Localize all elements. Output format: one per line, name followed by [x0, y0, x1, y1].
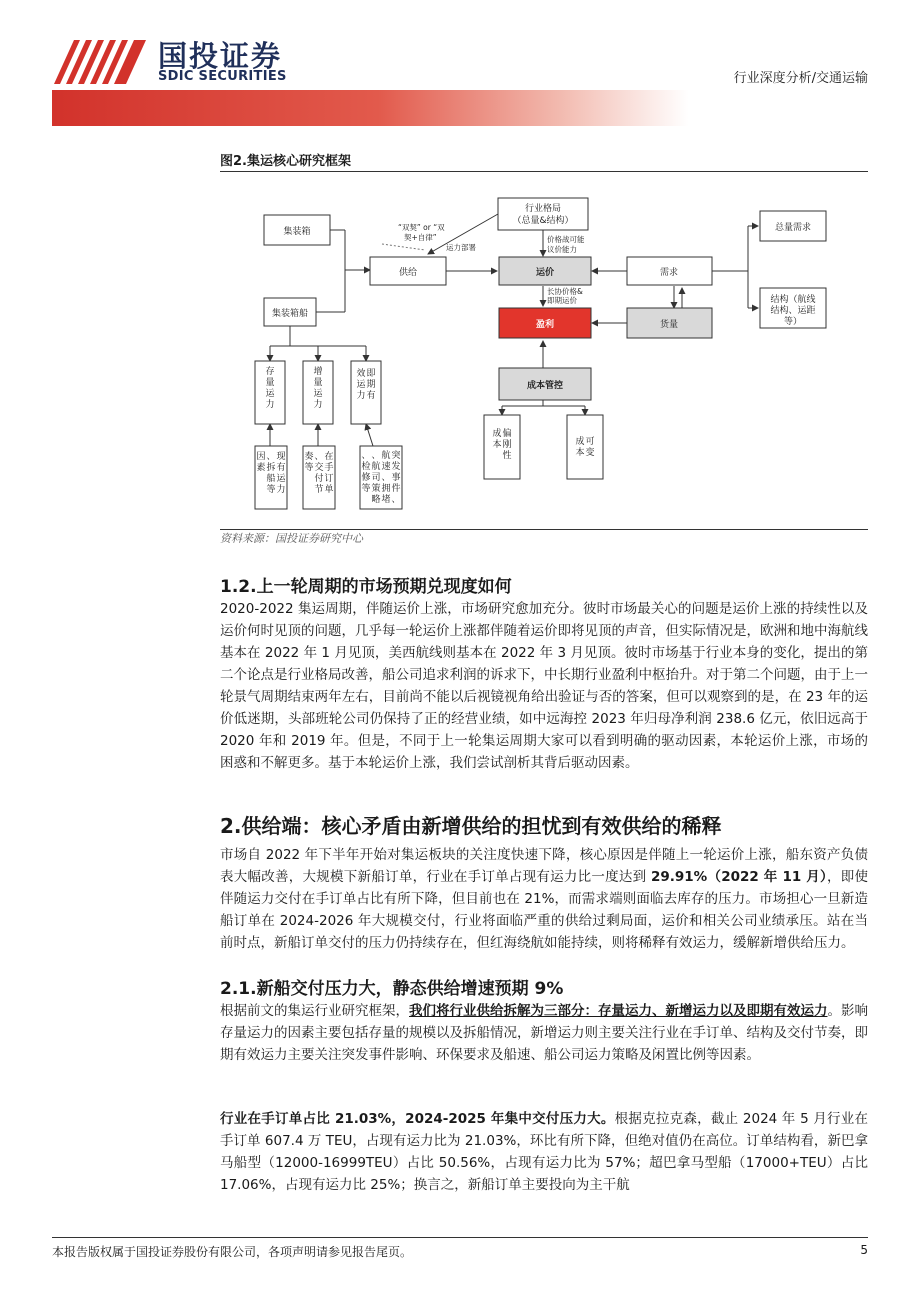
box-fixed-cost: 偏刚性成本 [492, 429, 512, 461]
figure-source: 资料来源：国投证券研究中心 [220, 532, 363, 545]
box-new-factors: 在手订单、交付节奏等 [304, 452, 334, 495]
box-freight: 运价 [535, 268, 555, 278]
section-2-heading: 2.供给端：核心矛盾由新增供给的担忧到有效供给的稀释 [220, 814, 722, 838]
brand-logo-mark [52, 30, 148, 92]
section-2-paragraph: 市场自 2022 年下半年开始对集运板块的关注度快速下降，核心原因是伴随上一轮运价上涨，船东资产负债表大幅改善，大规模下新船订单，行业在手订单占现有运力比一度达到 29.91%（2022 年 11 月），即使伴随运力交付在手订单占比有所下降，但目前也在 21%，而需求端则面临去库存的压力。市场担心一旦新造船订单在 2024-2026 年大规模交付，行业将面临严重的供给过剩局面，运价和相关公司业绩承压。站在当前时点，新船订单交付的压力仍持续存在，但红海绕航如能持续，则将稀释有效运力，缓解新增供给压力。 [220, 847, 868, 951]
box-new-capacity: 增量运力 [313, 367, 323, 410]
label-pricing-line2: 议价能力 [547, 245, 577, 254]
label-capacity-deploy: 运力部署 [446, 243, 476, 252]
box-container: 集装箱 [283, 227, 311, 237]
box-profit: 盈利 [535, 320, 555, 330]
box-demand: 需求 [659, 268, 679, 278]
report-type: 行业深度分析/交通运输 [733, 71, 868, 86]
section-2-1-paragraph-2: 行业在手订单占比 21.03%，2024-2025 年集中交付压力大。根据克拉克森，截止 2024 年 5 月行业在手订单 607.4 万 TEU，占现有运力比为 21.03%，环比有所下降，但绝对值仍在高位。订单结构看，新巴拿马船型（12000-16999TEU）占比 50.56%，占现有运力比为 57%；超巴拿马型船（17000+TEU）占比 17.06%，占现有运力比 25%；换言之，新船订单主要投向为主干航 [220, 1111, 868, 1193]
footer-rule [52, 1237, 868, 1238]
box-variable-cost: 可变成本 [575, 437, 595, 458]
page-number: 5 [860, 1243, 868, 1257]
header-band [52, 90, 868, 126]
company-name-cn: 国投证券 [158, 39, 283, 73]
section-1-2-paragraph: 2020-2022 集运周期，伴随运价上涨，市场研究愈加充分。彼时市场最关心的问题是运价上涨的持续性以及运价何时见顶的问题，几乎每一轮运价上涨都伴随着运价即将见顶的声音，但实际情况是，欧洲和地中海航线基本在 2022 年 1 月见顶，美西航线则基本在 2022 年 3 月见顶。彼时市场基于行业本身的变化，提出的第二个论点是行业格局改善，船公司追求利润的诉求下，中长期行业盈利中枢抬升。对于第二个问题，由于上一轮景气周期结束两年左右，目前尚不能以后视镜视角给出验证与否的答案，但可以观察到的是，在 23 年的运价低迷期，头部班轮公司仍保持了正的经营业绩，如中远海控 2023 年归母净利润 238.6 亿元，依旧远高于 2020 年和 2019 年。但是，不同于上一轮集运周期大家可以看到明确的驱动因素，本轮运价上涨，市场的困惑和不解更多。基于本轮运价上涨，我们尝试剖析其背后驱动因素。 [220, 601, 868, 771]
footer-disclaimer: 本报告版权属于国投证券股份有限公司，各项声明请参见报告尾页。 [52, 1245, 413, 1259]
label-longterm-line1: 长协价格& [547, 287, 583, 296]
box-supply: 供给 [398, 268, 418, 278]
box-structure-line1: 结构（航线 [770, 295, 816, 305]
label-pricing-line1: 价格战可能 [547, 235, 585, 244]
section-2-1-heading: 2.1.新船交付压力大，静态供给增速预期 9% [220, 979, 564, 999]
orderbook-lead: 行业在手订单占比 21.03%，2024-2025 年集中交付压力大。 [220, 1111, 615, 1127]
box-stock-capacity: 存量运力 [265, 367, 275, 410]
box-structure-line3: 等） [783, 317, 803, 327]
section-1-2-heading: 1.2.上一轮周期的市场预期兑现度如何 [220, 577, 512, 597]
box-total-demand: 总量需求 [774, 223, 812, 233]
box-structure-line2: 结构、运距 [770, 306, 816, 316]
order-ratio-highlight: 29.91%（2022 年 11 月） [650, 869, 827, 885]
box-stock-factors: 现有运力、拆船等因素 [256, 452, 286, 495]
figure-title: 图2.集运核心研究框架 [220, 154, 351, 169]
label-longterm-line2: 即期运价 [547, 296, 577, 305]
box-effective-factors: 突发事件、航速、拥堵、航司策略、检修等 [361, 451, 401, 505]
figure-top-rule [220, 171, 868, 172]
box-industry-structure-sub: （总量&结构） [512, 216, 574, 226]
supply-breakdown-highlight: 我们将行业供给拆解为三部分：存量运力、新增运力以及即期有效运力 [409, 1003, 828, 1019]
label-contract-line1: “双契” or “双 [398, 223, 445, 232]
label-contract-line2: 契+自律” [404, 233, 437, 242]
box-cost-control: 成本管控 [526, 381, 564, 391]
box-cargo: 货量 [659, 320, 679, 330]
box-industry-structure: 行业格局 [524, 204, 562, 214]
section-2-1-paragraph-1: 根据前文的集运行业研究框架，我们将行业供给拆解为三部分：存量运力、新增运力以及即期有效运力。影响存量运力的因素主要包括存量的规模以及拆船情况，新增运力则主要关注行业在手订单、结构及交付节奏，即期有效运力主要关注突发事件影响、环保要求及船速、船公司运力策略及闲置比例等因素。 [220, 1003, 868, 1063]
box-container-ship: 集装箱船 [271, 309, 309, 319]
box-effective-capacity: 即期有效运力 [356, 369, 376, 401]
framework-diagram [220, 178, 868, 528]
company-name-en: SDIC SECURITIES [158, 69, 287, 84]
